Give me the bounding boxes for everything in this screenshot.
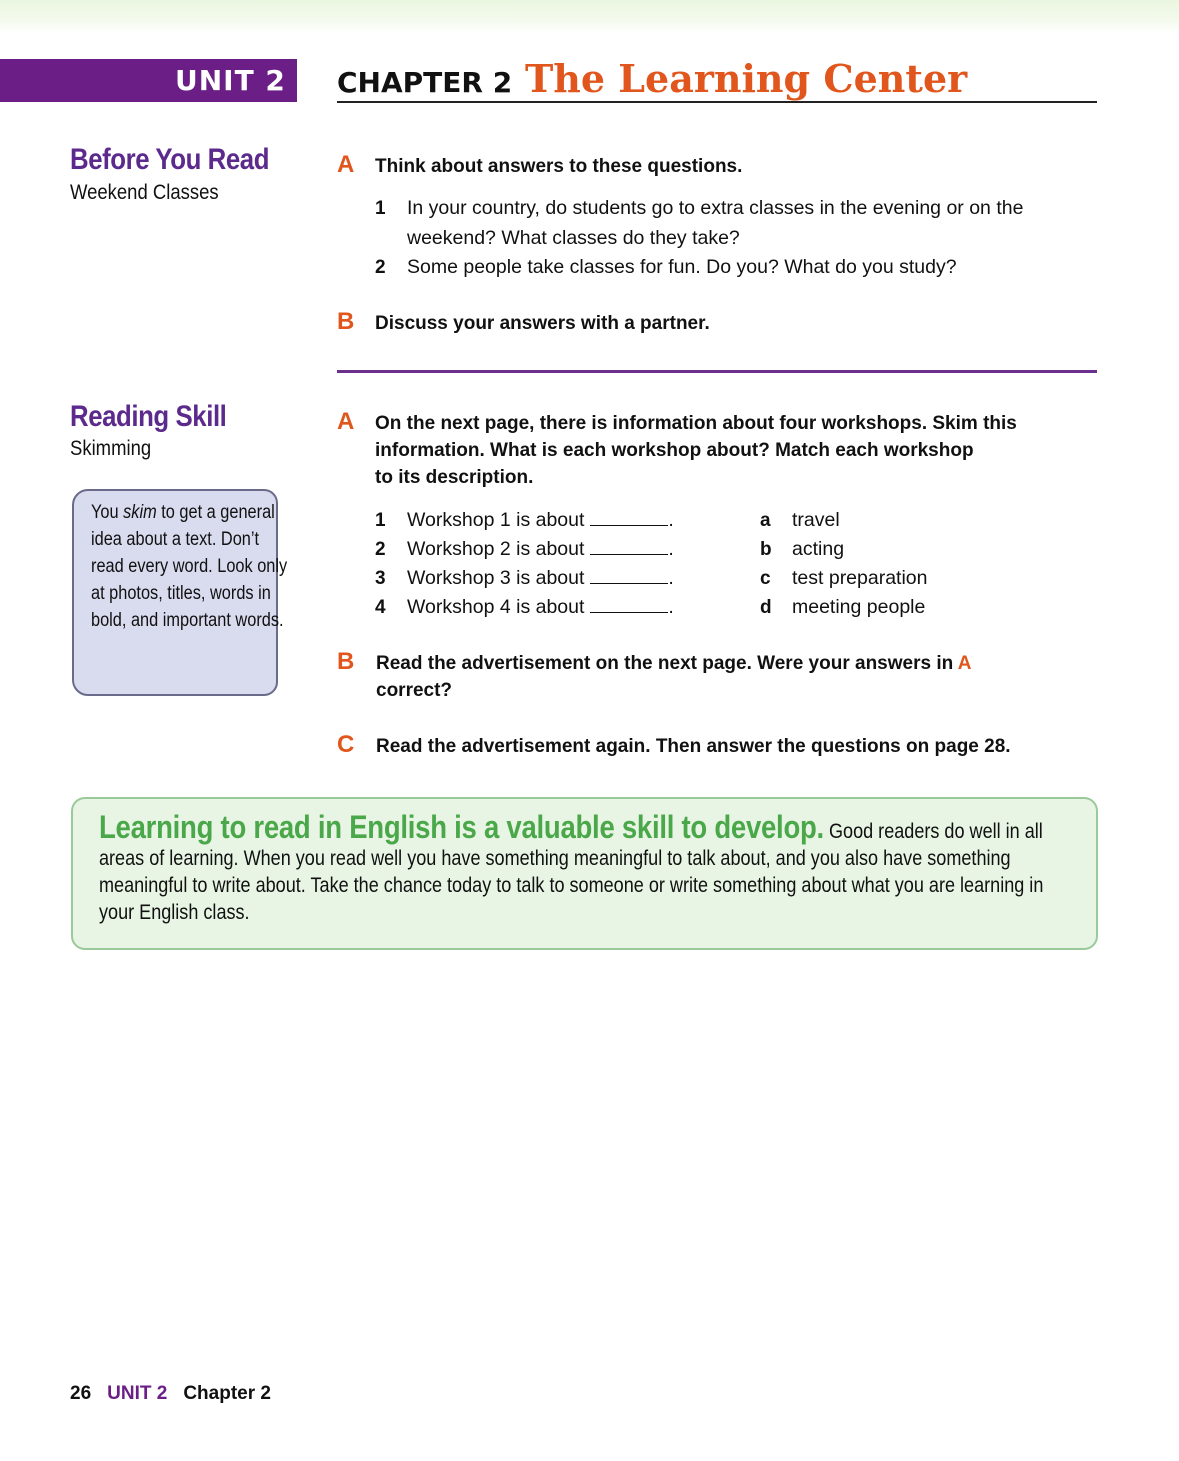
workshop-item (407, 592, 674, 622)
chapter-label: CHAPTER 2 (337, 66, 513, 99)
footer-chapter: Chapter 2 (183, 1383, 271, 1404)
chapter-title: The Learning Center (525, 56, 968, 101)
unit-label: UNIT 2 (175, 64, 286, 97)
option-letter: c (760, 568, 771, 589)
item-number: 4 (375, 597, 386, 618)
question-number: 1 (375, 198, 386, 219)
item-period: . (668, 596, 674, 618)
item-period: . (668, 538, 674, 560)
instruction-line: correct? (376, 680, 453, 701)
instruction-line: information. What is each workshop about? Match each workshop (375, 440, 974, 461)
footer-unit: UNIT 2 (107, 1383, 168, 1404)
workshop-item (407, 563, 674, 593)
answer-blank[interactable] (590, 568, 668, 584)
section-letter-b: B (337, 308, 355, 335)
option-text: test preparation (792, 567, 928, 589)
workshop-item (407, 534, 674, 564)
question-line: In your country, do students go to extra classes in the evening or on the (407, 197, 1024, 219)
instruction-text: Read the advertisement on the next page. Were your answers in (376, 653, 954, 674)
section-divider (337, 370, 1097, 373)
answer-blank[interactable] (590, 539, 668, 555)
workshop-item-text: Workshop 1 is about (407, 509, 585, 531)
reading-skill-heading: Reading Skill (70, 400, 227, 433)
question-line: weekend? What classes do they take? (407, 227, 740, 249)
instruction-line: On the next page, there is information about four workshops. Skim this (375, 413, 1017, 434)
tip-text (99, 809, 1079, 926)
answer-blank[interactable] (590, 597, 668, 613)
question-text (407, 193, 1023, 253)
section-letter-b: B (337, 648, 355, 675)
instruction-read-ad (376, 650, 972, 704)
option-letter: d (760, 597, 772, 618)
instruction-read-again: Read the advertisement again. Then answer the questions on page 28. (376, 736, 1011, 757)
tip-lead: Learning to read in English is a valuable skill to develop. (99, 809, 824, 845)
page-number: 26 (70, 1383, 92, 1404)
before-you-read-subheading: Weekend Classes (70, 181, 219, 204)
section-letter-a: A (337, 151, 355, 178)
workshop-item (407, 505, 674, 535)
question-number: 2 (375, 257, 386, 278)
item-number: 3 (375, 568, 386, 589)
header-divider (337, 101, 1097, 103)
reading-skill-subheading: Skimming (70, 437, 152, 460)
accent-letter: A (957, 653, 972, 674)
option-letter: b (760, 539, 772, 560)
instruction-skim (375, 410, 1017, 491)
before-you-read-heading: Before You Read (70, 143, 270, 176)
answer-blank[interactable] (590, 510, 668, 526)
workshop-item-text: Workshop 4 is about (407, 596, 585, 618)
option-text: acting (792, 538, 845, 560)
section-letter-a: A (337, 408, 355, 435)
section-letter-c: C (337, 731, 355, 758)
tip-text-emphasis: skim (123, 502, 157, 523)
tip-body: Good readers do well in all areas of learning. When you read well you have something meaningful to talk about, and you also have something meaningful to write about. Take the chance today to talk to someone or write something about what you are learning in your English class. (99, 820, 1044, 924)
item-number: 2 (375, 539, 386, 560)
tip-text-part: to get a general idea about a text. Don’t read every word. Look only at photos, titles, words in bold, and important words. (91, 502, 288, 631)
tip-text-part: You (91, 502, 124, 523)
item-number: 1 (375, 510, 386, 531)
instruction-line: to its description. (375, 467, 534, 488)
workshop-item-text: Workshop 2 is about (407, 538, 585, 560)
item-period: . (668, 509, 674, 531)
instruction-line (376, 650, 972, 677)
option-letter: a (760, 510, 771, 531)
skill-tip-box (72, 489, 288, 696)
option-text: meeting people (792, 596, 926, 618)
top-decorative-strip (0, 0, 1179, 34)
question-text: Some people take classes for fun. Do you? What do you study? (407, 256, 957, 278)
option-text: travel (792, 509, 840, 531)
workshop-item-text: Workshop 3 is about (407, 567, 585, 589)
instruction-think: Think about answers to these questions. (375, 156, 743, 177)
skill-tip-text (91, 499, 289, 634)
page-footer (70, 1383, 271, 1405)
instruction-discuss: Discuss your answers with a partner. (375, 313, 710, 334)
item-period: . (668, 567, 674, 589)
